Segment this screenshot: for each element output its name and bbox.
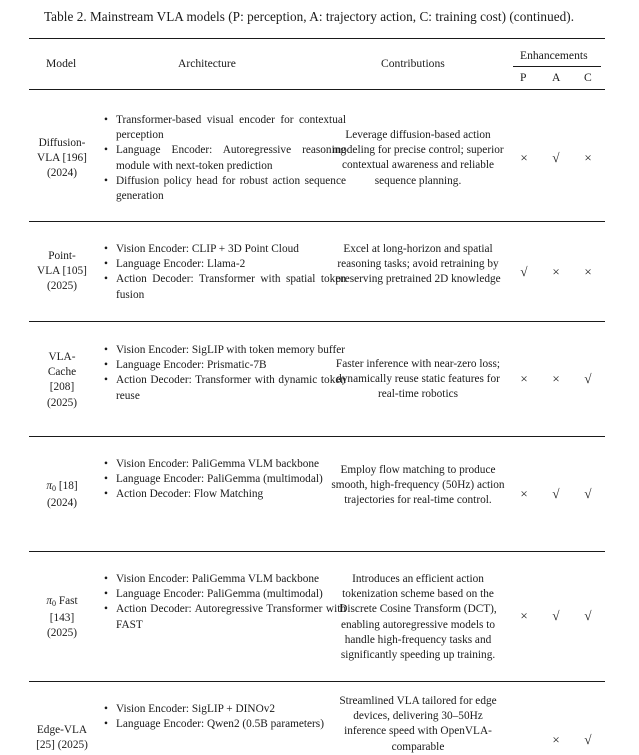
model-name: Fast bbox=[56, 595, 78, 607]
mark-p: × bbox=[520, 150, 528, 165]
contribution-cell: Introduces an efficient action tokenization scheme based on the Discrete Cosine Transform (DCT), enabling autoregressive models to handle high-frequency tasks and significantly speeding up training. bbox=[339, 573, 497, 662]
list-item: • Transformer-based visual encoder for contextual perception bbox=[101, 113, 346, 143]
model-ref: [18] bbox=[56, 480, 78, 492]
model-line: Diffusion- bbox=[38, 137, 86, 149]
pi-subscript: 0 bbox=[52, 484, 56, 493]
top-rule bbox=[29, 38, 605, 39]
contribution-cell: Excel at long-horizon and spatial reasoning tasks; avoid retraining by preserving pretrained 2D knowledge bbox=[335, 243, 501, 286]
list-item: • Action Decoder: Transformer with spatial token fusion bbox=[101, 272, 346, 302]
contribution-cell: Employ flow matching to produce smooth, high-frequency (50Hz) action trajectories for real-time control. bbox=[331, 464, 505, 507]
pi-symbol: π bbox=[46, 595, 52, 607]
model-line: VLA [196] bbox=[37, 152, 87, 165]
mark-p: × bbox=[520, 486, 528, 501]
model-line: Point- bbox=[48, 250, 76, 262]
mark-c: × bbox=[584, 264, 592, 279]
header-a: A bbox=[552, 71, 561, 84]
header-contributions: Contributions bbox=[381, 57, 445, 70]
mark-a: √ bbox=[552, 150, 560, 165]
list-item: • Diffusion policy head for robust action sequence generation bbox=[101, 174, 346, 204]
model-line: [143] bbox=[49, 612, 75, 625]
mark-p: × bbox=[520, 608, 528, 623]
row-rule bbox=[29, 221, 605, 222]
mark-c: √ bbox=[584, 732, 592, 747]
header-p: P bbox=[520, 71, 527, 84]
contribution-cell: Leverage diffusion-based action modeling for precise control; superior contextual awareness and reliable sequence planning. bbox=[332, 129, 504, 187]
list-item: • Language Encoder: Autoregressive reasoning module with next-token prediction bbox=[101, 143, 346, 173]
list-item: • Language Encoder: Llama-2 bbox=[101, 257, 346, 272]
model-line: (2025) bbox=[46, 280, 78, 293]
list-item: • Language Encoder: PaliGemma (multimodal) bbox=[101, 472, 346, 487]
header-architecture: Architecture bbox=[178, 57, 236, 70]
architecture-list bbox=[101, 242, 346, 303]
list-item: • Language Encoder: Prismatic-7B bbox=[101, 358, 346, 373]
mark-a: × bbox=[552, 732, 560, 747]
model-line: [25] (2025) bbox=[36, 739, 88, 752]
model-cell bbox=[29, 136, 95, 182]
model-line: [208] bbox=[49, 381, 75, 394]
row-rule bbox=[29, 321, 605, 322]
model-cell bbox=[29, 479, 95, 511]
architecture-list bbox=[101, 702, 346, 732]
header-enhancements: Enhancements bbox=[520, 49, 588, 62]
model-cell bbox=[29, 723, 95, 753]
mark-a: √ bbox=[552, 486, 560, 501]
pi-symbol: π bbox=[46, 480, 52, 492]
architecture-list bbox=[101, 457, 346, 503]
list-item: • Language Encoder: Qwen2 (0.5B parameters) bbox=[101, 717, 346, 732]
list-item: • Vision Encoder: SigLIP + DINOv2 bbox=[101, 702, 346, 717]
list-item: • Vision Encoder: PaliGemma VLM backbone bbox=[101, 457, 346, 472]
model-line: Edge-VLA bbox=[36, 724, 88, 736]
model-line bbox=[29, 594, 95, 611]
model-line: (2024) bbox=[46, 167, 78, 180]
model-line: VLA- bbox=[48, 351, 76, 363]
mark-a: √ bbox=[552, 608, 560, 623]
model-cell bbox=[29, 350, 95, 411]
row-rule bbox=[29, 681, 605, 682]
model-line: (2025) bbox=[46, 396, 78, 409]
mark-c: √ bbox=[584, 371, 592, 386]
list-item: • Action Decoder: Transformer with dynamic token reuse bbox=[101, 373, 346, 403]
table-caption: Table 2. Mainstream VLA models (P: perception, A: trajectory action, C: training cost) (continued). bbox=[44, 9, 575, 24]
header-c: C bbox=[584, 71, 592, 84]
header-rule bbox=[29, 89, 605, 90]
contribution-cell: Streamlined VLA tailored for edge devices, delivering 30–50Hz inference speed with OpenVLA-comparable bbox=[339, 695, 497, 753]
list-item: • Action Decoder: Flow Matching bbox=[101, 487, 346, 502]
model-line: (2024) bbox=[46, 497, 78, 510]
pi-subscript: 0 bbox=[52, 599, 56, 608]
mark-c: √ bbox=[584, 486, 592, 501]
row-rule bbox=[29, 436, 605, 437]
list-item: • Vision Encoder: SigLIP with token memory buffer bbox=[101, 343, 346, 358]
architecture-list bbox=[101, 343, 346, 404]
list-item: • Action Decoder: Autoregressive Transformer with FAST bbox=[101, 602, 346, 632]
list-item: • Vision Encoder: PaliGemma VLM backbone bbox=[101, 572, 346, 587]
contribution-cell: Faster inference with near-zero loss; dynamically reuse static features for real-time robotics bbox=[335, 358, 501, 401]
mark-p: √ bbox=[520, 264, 528, 279]
mark-c: × bbox=[584, 150, 592, 165]
list-item: • Vision Encoder: CLIP + 3D Point Cloud bbox=[101, 242, 346, 257]
model-line: VLA [105] bbox=[37, 265, 87, 278]
mark-p: × bbox=[520, 371, 528, 386]
list-item: • Language Encoder: PaliGemma (multimodal) bbox=[101, 587, 346, 602]
model-cell bbox=[29, 594, 95, 642]
model-line: (2025) bbox=[46, 627, 78, 640]
model-line: Cache bbox=[47, 366, 77, 379]
architecture-list bbox=[101, 113, 346, 204]
header-model: Model bbox=[46, 57, 77, 70]
row-rule bbox=[29, 551, 605, 552]
architecture-list bbox=[101, 572, 346, 633]
model-line bbox=[29, 479, 95, 496]
mark-a: × bbox=[552, 371, 560, 386]
model-cell bbox=[29, 249, 95, 295]
mark-a: × bbox=[552, 264, 560, 279]
enhancements-rule bbox=[513, 66, 601, 67]
mark-c: √ bbox=[584, 608, 592, 623]
